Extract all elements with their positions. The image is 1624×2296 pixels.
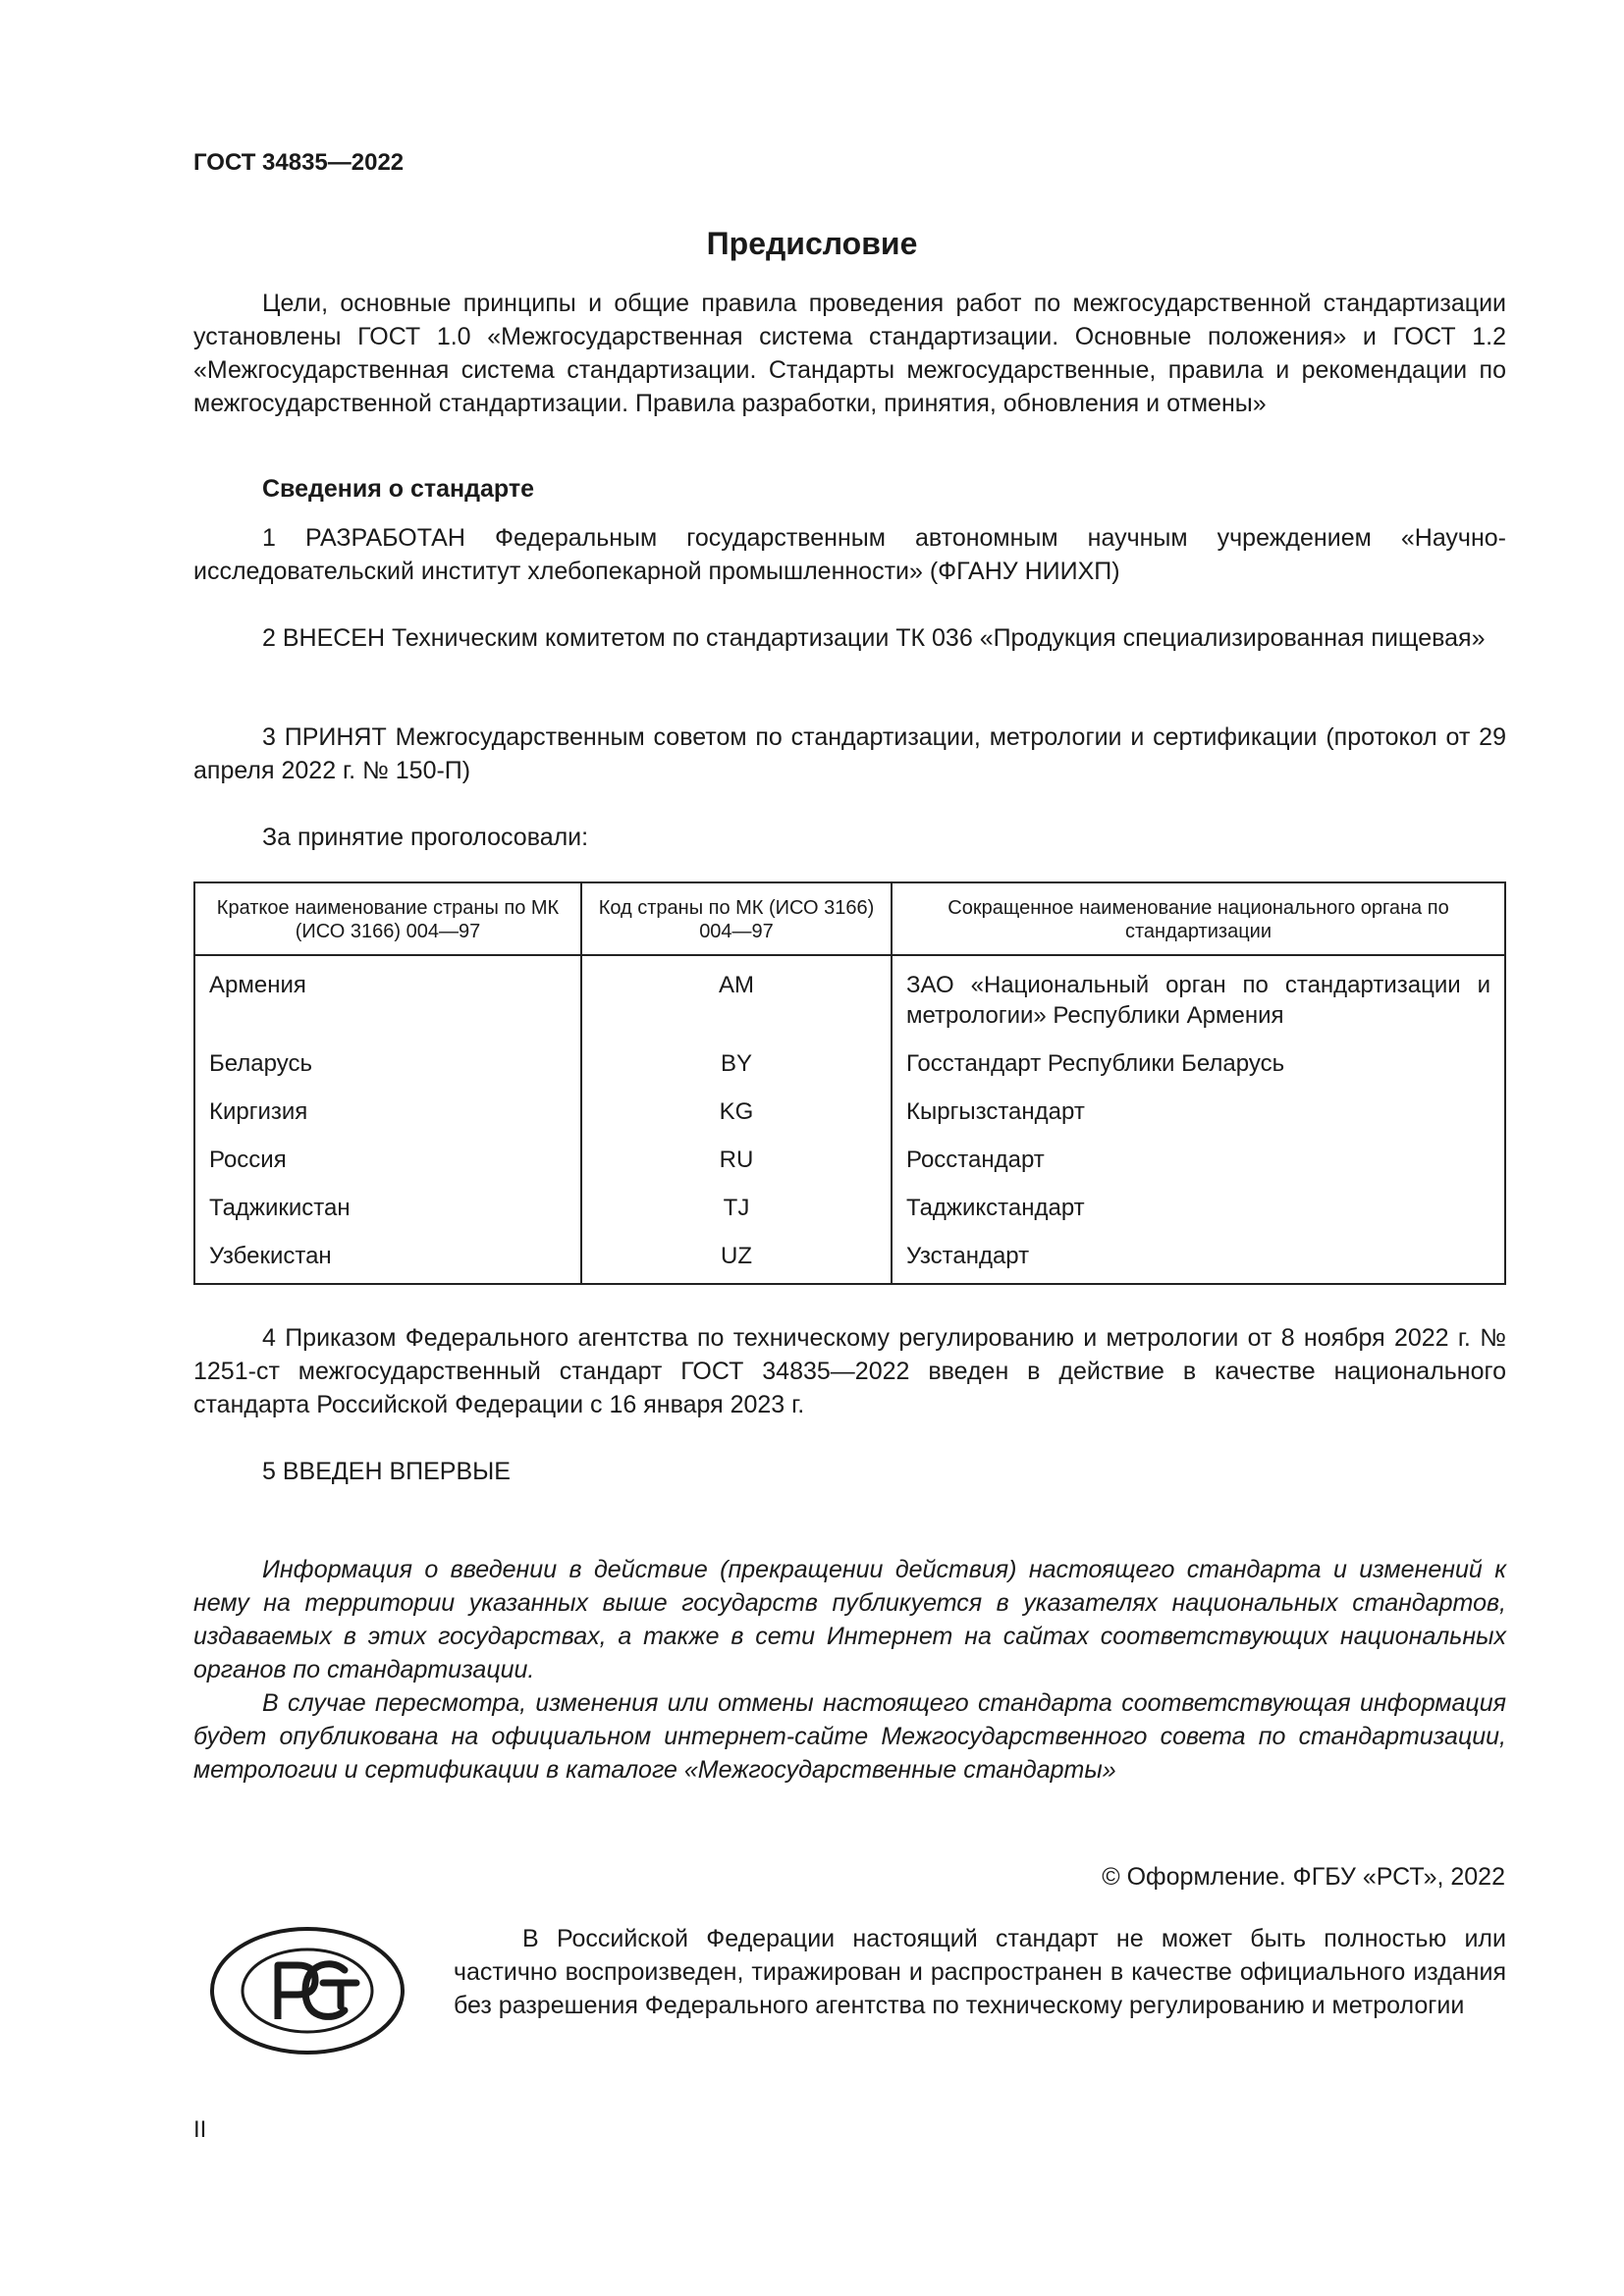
cell-country: Киргизия: [194, 1096, 581, 1127]
header-country: Краткое наименование страны по МК (ИСО 3166) 004—97: [194, 882, 581, 955]
cell-country: Армения: [194, 955, 581, 1031]
table-row: [194, 1096, 1505, 1127]
cell-country: Россия: [194, 1145, 581, 1175]
cell-code: UZ: [581, 1241, 892, 1284]
table-header-row: [194, 882, 1505, 955]
voted-label: За принятие проголосовали:: [262, 824, 589, 851]
table-row: [194, 1241, 1505, 1284]
rst-logo: [209, 1926, 406, 2056]
cell-body: Госстандарт Республики Беларусь: [892, 1048, 1505, 1079]
header-code: Код страны по МК (ИСО 3166) 004—97: [581, 882, 892, 955]
cell-body: ЗАО «Национальный орган по стандартизации и метрологии» Республики Армения: [892, 955, 1505, 1031]
info-paragraph-1: Информация о введении в действие (прекращении действия) настоящего стандарта и изменений к нему на территории указанных выше государств публикуется в указателях национальных стандартов, издаваемых в этих государствах, а также в сети Интернет на сайтах соответствующих национальных органов по стандартизации.: [193, 1556, 1506, 1683]
cell-code: KG: [581, 1096, 892, 1127]
page-title: Предисловие: [706, 226, 918, 261]
info-paragraph-2: В случае пересмотра, изменения или отмены настоящего стандарта соответствующая информация будет опубликована на официальном интернет-сайте Межгосударственного совета по стандартизации, метрологии и сертификации в каталоге «Межгосударственные стандарты»: [193, 1689, 1506, 1784]
cell-country: Таджикистан: [194, 1193, 581, 1223]
intro-paragraph: Цели, основные принципы и общие правила проведения работ по межгосударственной стандартизации установлены ГОСТ 1.0 «Межгосударственная система стандартизации. Основные положения» и ГОСТ 1.2 «Межгосударственная система стандартизации. Стандарты межгосударственные, правила и рекомендации по межгосударственной стандартизации. Правила разработки, принятия, обновления и отмены»: [193, 290, 1506, 417]
table-row: [194, 1193, 1505, 1223]
item-adopted: 3 ПРИНЯТ Межгосударственным советом по стандартизации, метрологии и сертификации (протокол от 29 апреля 2022 г. № 150-П): [193, 723, 1506, 784]
cell-body: Росстандарт: [892, 1145, 1505, 1175]
cell-country: Беларусь: [194, 1048, 581, 1079]
cell-code: AM: [581, 955, 892, 1031]
cell-code: BY: [581, 1048, 892, 1079]
item-submitted: 2 ВНЕСЕН Техническим комитетом по стандартизации ТК 036 «Продукция специализированная пищевая»: [262, 624, 1486, 652]
item-first-introduced: 5 ВВЕДЕН ВПЕРВЫЕ: [262, 1458, 511, 1485]
voting-table: [193, 881, 1506, 1285]
item-order: 4 Приказом Федерального агентства по техническому регулированию и метрологии от 8 ноября 2022 г. № 1251-ст межгосударственный стандарт ГОСТ 34835—2022 введен в действие в качестве национального стандарта Российской Федерации с 16 января 2023 г.: [193, 1324, 1506, 1418]
cell-code: TJ: [581, 1193, 892, 1223]
table-row: [194, 1145, 1505, 1175]
copyright: © Оформление. ФГБУ «РСТ», 2022: [1102, 1863, 1505, 1891]
table-row: [194, 955, 1505, 1031]
section-heading: Сведения о стандарте: [262, 475, 535, 503]
page-number: II: [193, 2116, 207, 2143]
item-developed: 1 РАЗРАБОТАН Федеральным государственным автономным научным учреждением «Научно-исследовательский институт хлебопекарной промышленности» (ФГАНУ НИИХП): [193, 524, 1506, 585]
table-row: [194, 1048, 1505, 1079]
header-body: Сокращенное наименование национального органа по стандартизации: [892, 882, 1505, 955]
cell-body: Узстандарт: [892, 1241, 1505, 1284]
copyright-notice: В Российской Федерации настоящий стандарт не может быть полностью или частично воспроизведен, тиражирован и распространен в качестве официального издания без разрешения Федерального агентства по техническому регулированию и метрологии: [454, 1925, 1506, 2019]
document-id: ГОСТ 34835—2022: [193, 149, 405, 176]
cell-code: RU: [581, 1145, 892, 1175]
cell-country: Узбекистан: [194, 1241, 581, 1284]
cell-body: Кыргызстандарт: [892, 1096, 1505, 1127]
cell-body: Таджикстандарт: [892, 1193, 1505, 1223]
